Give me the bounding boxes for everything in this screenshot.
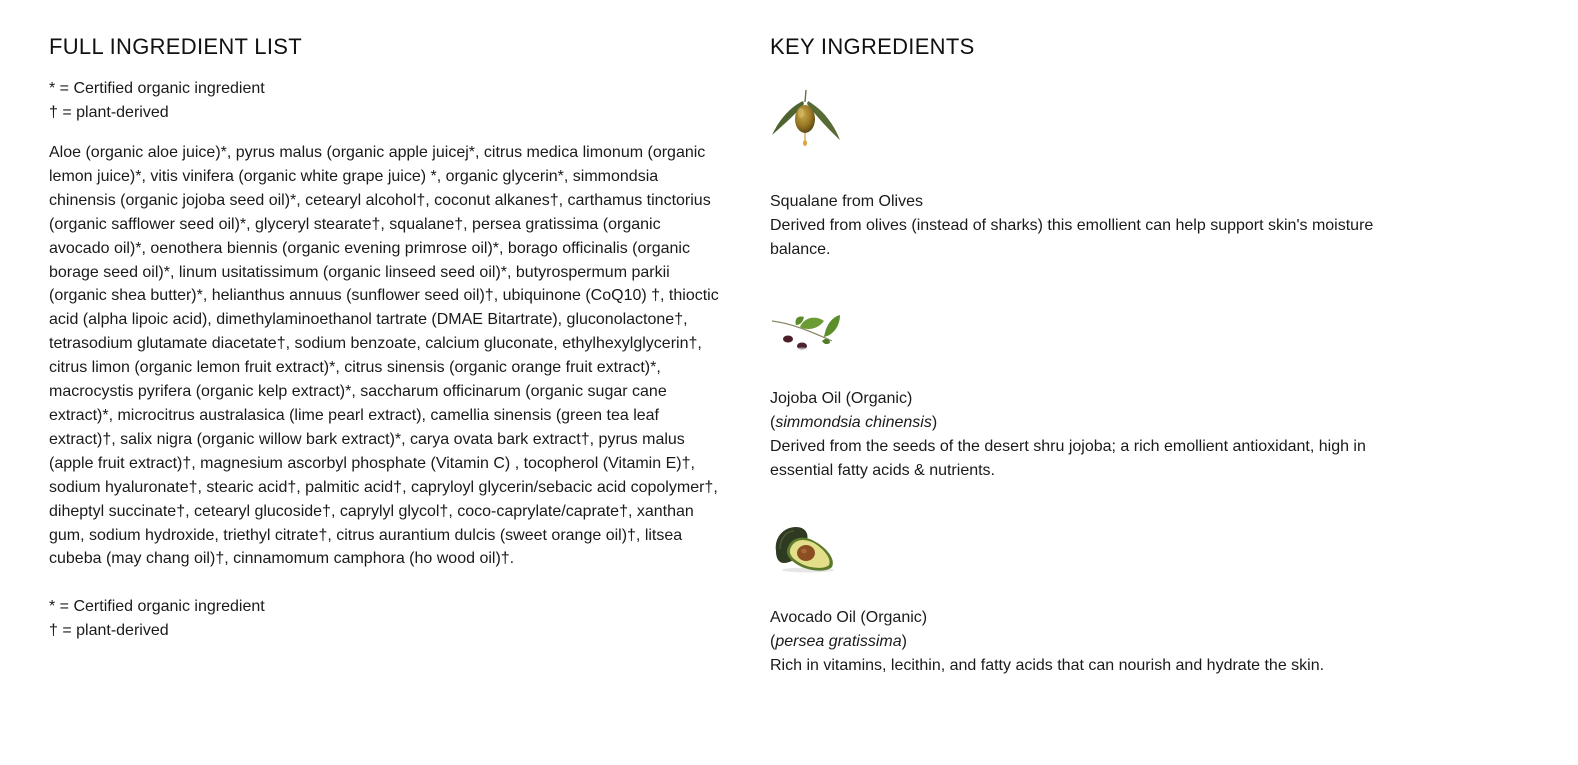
key-ingredient-item: [770, 523, 1324, 678]
key-ingredient-item: [770, 313, 1410, 483]
full-ingredient-list-heading: FULL INGREDIENT LIST: [49, 34, 302, 59]
latin-name-text: persea gratissima: [775, 633, 902, 650]
full-ingredient-list-section: [49, 33, 724, 643]
legend-plant-derived: † = plant-derived: [49, 104, 169, 121]
jojoba-icon: [770, 313, 842, 353]
key-ingredient-description: Rich in vitamins, lecithin, and fatty acids that can nourish and hydrate the skin.: [770, 657, 1325, 674]
legend-organic: * = Certified organic ingredient: [49, 598, 265, 616]
key-ingredient-name: Squalane from Olives: [770, 193, 923, 210]
key-ingredients-heading: KEY INGREDIENTS: [770, 34, 975, 59]
key-ingredient-latin-name: (persea gratissima): [770, 633, 907, 650]
ingredients-paragraph: Aloe (organic aloe juice)*, pyrus malus (organic apple juicej*, citrus medica limonum (organic lemon juice)*, vitis vinifera (organic white grape juice) *, organic glycerin*, simmondsia chinensis (organic jojoba seed oil)*, cetearyl alcohol†, coconut alkanes†, carthamus tinctorius (organic safflower seed oil)*, glyceryl stearate†, squalane†, persea gratissima (organic avocado oil)*, oenothera biennis (organic evening primrose oil)*, borago officinalis (organic borage seed oil)*, linum usitatissimum (organic linseed seed oil)*, butyrospermum parkii (organic shea butter)*, helianthus annuus (sunflower seed oil)†, ubiquinone (CoQ10) †, thioctic acid (alpha lipoic acid), dimethylaminoethanol tartrate (DMAE Bitartrate), gluconolactone†, tetrasodium glutamate diacetate†, sodium benzoate, calcium gluconate, ethylhexylglycerin†, citrus limon (organic lemon fruit extract)*, citrus sinensis (organic orange fruit extract)*, macrocystis pyrifera (organic kelp extract)*, saccharum officinarum (organic sugar cane extract)*, microcitrus australasica (lime pearl extract), camellia sinensis (green tea leaf extract)†, salix nigra (organic willow bark extract)*, carya ovata bark extract†, pyrus malus (apple fruit extract)†, magnesium ascorbyl phosphate (Vitamin C) , tocopherol (Vitamin E)†, sodium hyaluronate†, stearic acid†, palmitic acid†, capryloyl glycerin/sebacic acid copolymer†, diheptyl succinate†, cetearyl glucoside†, caprylyl glycol†, coco-caprylate/caprate†, xanthan gum, sodium hydroxide, triethyl citrate†, citrus aurantium dulcis (sweet orange oil)†, litsea cubeba (may chang oil)†, cinnamomum camphora (ho wood oil)†.: [49, 144, 719, 568]
legend-plant-derived: † = plant-derived: [49, 622, 169, 640]
key-ingredient-name: Avocado Oil (Organic): [770, 609, 928, 626]
olive-icon: [770, 88, 842, 152]
key-ingredient-description: Derived from olives (instead of sharks) this emollient can help support skin's moisture balance.: [770, 217, 1374, 258]
legend-organic: * = Certified organic ingredient: [49, 80, 265, 97]
key-ingredient-item: [770, 88, 1410, 262]
key-ingredient-description: Derived from the seeds of the desert shru jojoba; a rich emollient antioxidant, high in essential fatty acids & nutrients.: [770, 438, 1366, 479]
avocado-icon: [770, 523, 842, 573]
key-ingredients-section: [770, 33, 1410, 674]
legend-bottom: [49, 595, 724, 643]
legend-top: [49, 77, 724, 125]
key-ingredient-latin-name: (simmondsia chinensis): [770, 414, 938, 431]
key-ingredient-name: Jojoba Oil (Organic): [770, 390, 913, 407]
latin-name-text: simmondsia chinensis: [775, 414, 932, 431]
